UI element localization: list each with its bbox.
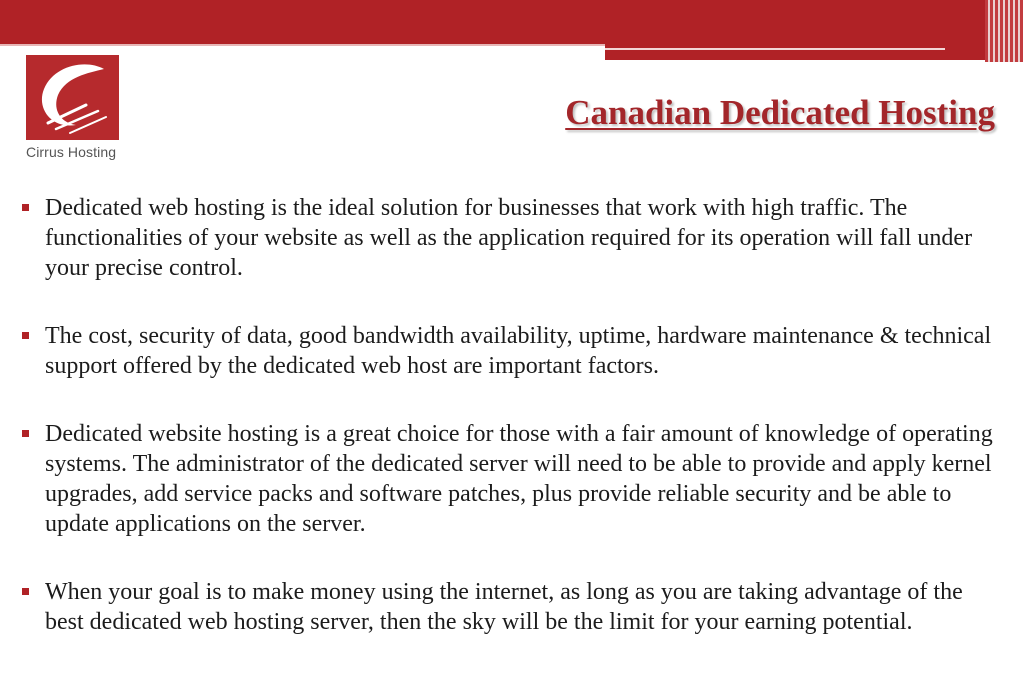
header-band-line (0, 44, 605, 46)
logo-wordmark: Cirrus Hosting (26, 144, 117, 160)
bullet-text: Dedicated website hosting is a great choice for those with a fair amount of knowledge of operating systems. The administrator of the dedicated server will need to be able to provide and apply kernel upgrades, add service packs and software patches, plus provide reliable security and be able to update applications on the server. (45, 421, 993, 537)
list-item (22, 321, 1007, 381)
bullet-square-icon (22, 332, 29, 339)
bullet-square-icon (22, 430, 29, 437)
page-title: Canadian Dedicated Hosting (565, 93, 995, 132)
header-band-line-right (605, 48, 945, 50)
bullet-text: Dedicated web hosting is the ideal solution for businesses that work with high traffic. The functionalities of your website as well as the application required for its operation will fall under your precise control. (45, 195, 973, 281)
bullet-text: When your goal is to make money using the internet, as long as you are taking advantage of the best dedicated web hosting server, then the sky will be the limit for your earning potential. (45, 579, 963, 635)
list-item (22, 577, 1007, 637)
bullet-text: The cost, security of data, good bandwidth availability, uptime, hardware maintenance & technical support offered by the dedicated web host are important factors. (45, 323, 992, 379)
list-item (22, 419, 1007, 539)
bullet-square-icon (22, 204, 29, 211)
header-decorative-band (0, 0, 1023, 62)
header-band-right (605, 40, 985, 60)
list-item (22, 193, 1007, 283)
logo-mark-icon (26, 55, 119, 140)
header-stripes (985, 0, 1023, 62)
bullet-list (22, 193, 1007, 675)
company-logo (26, 55, 121, 165)
bullet-square-icon (22, 588, 29, 595)
header-band-main (0, 0, 1023, 40)
